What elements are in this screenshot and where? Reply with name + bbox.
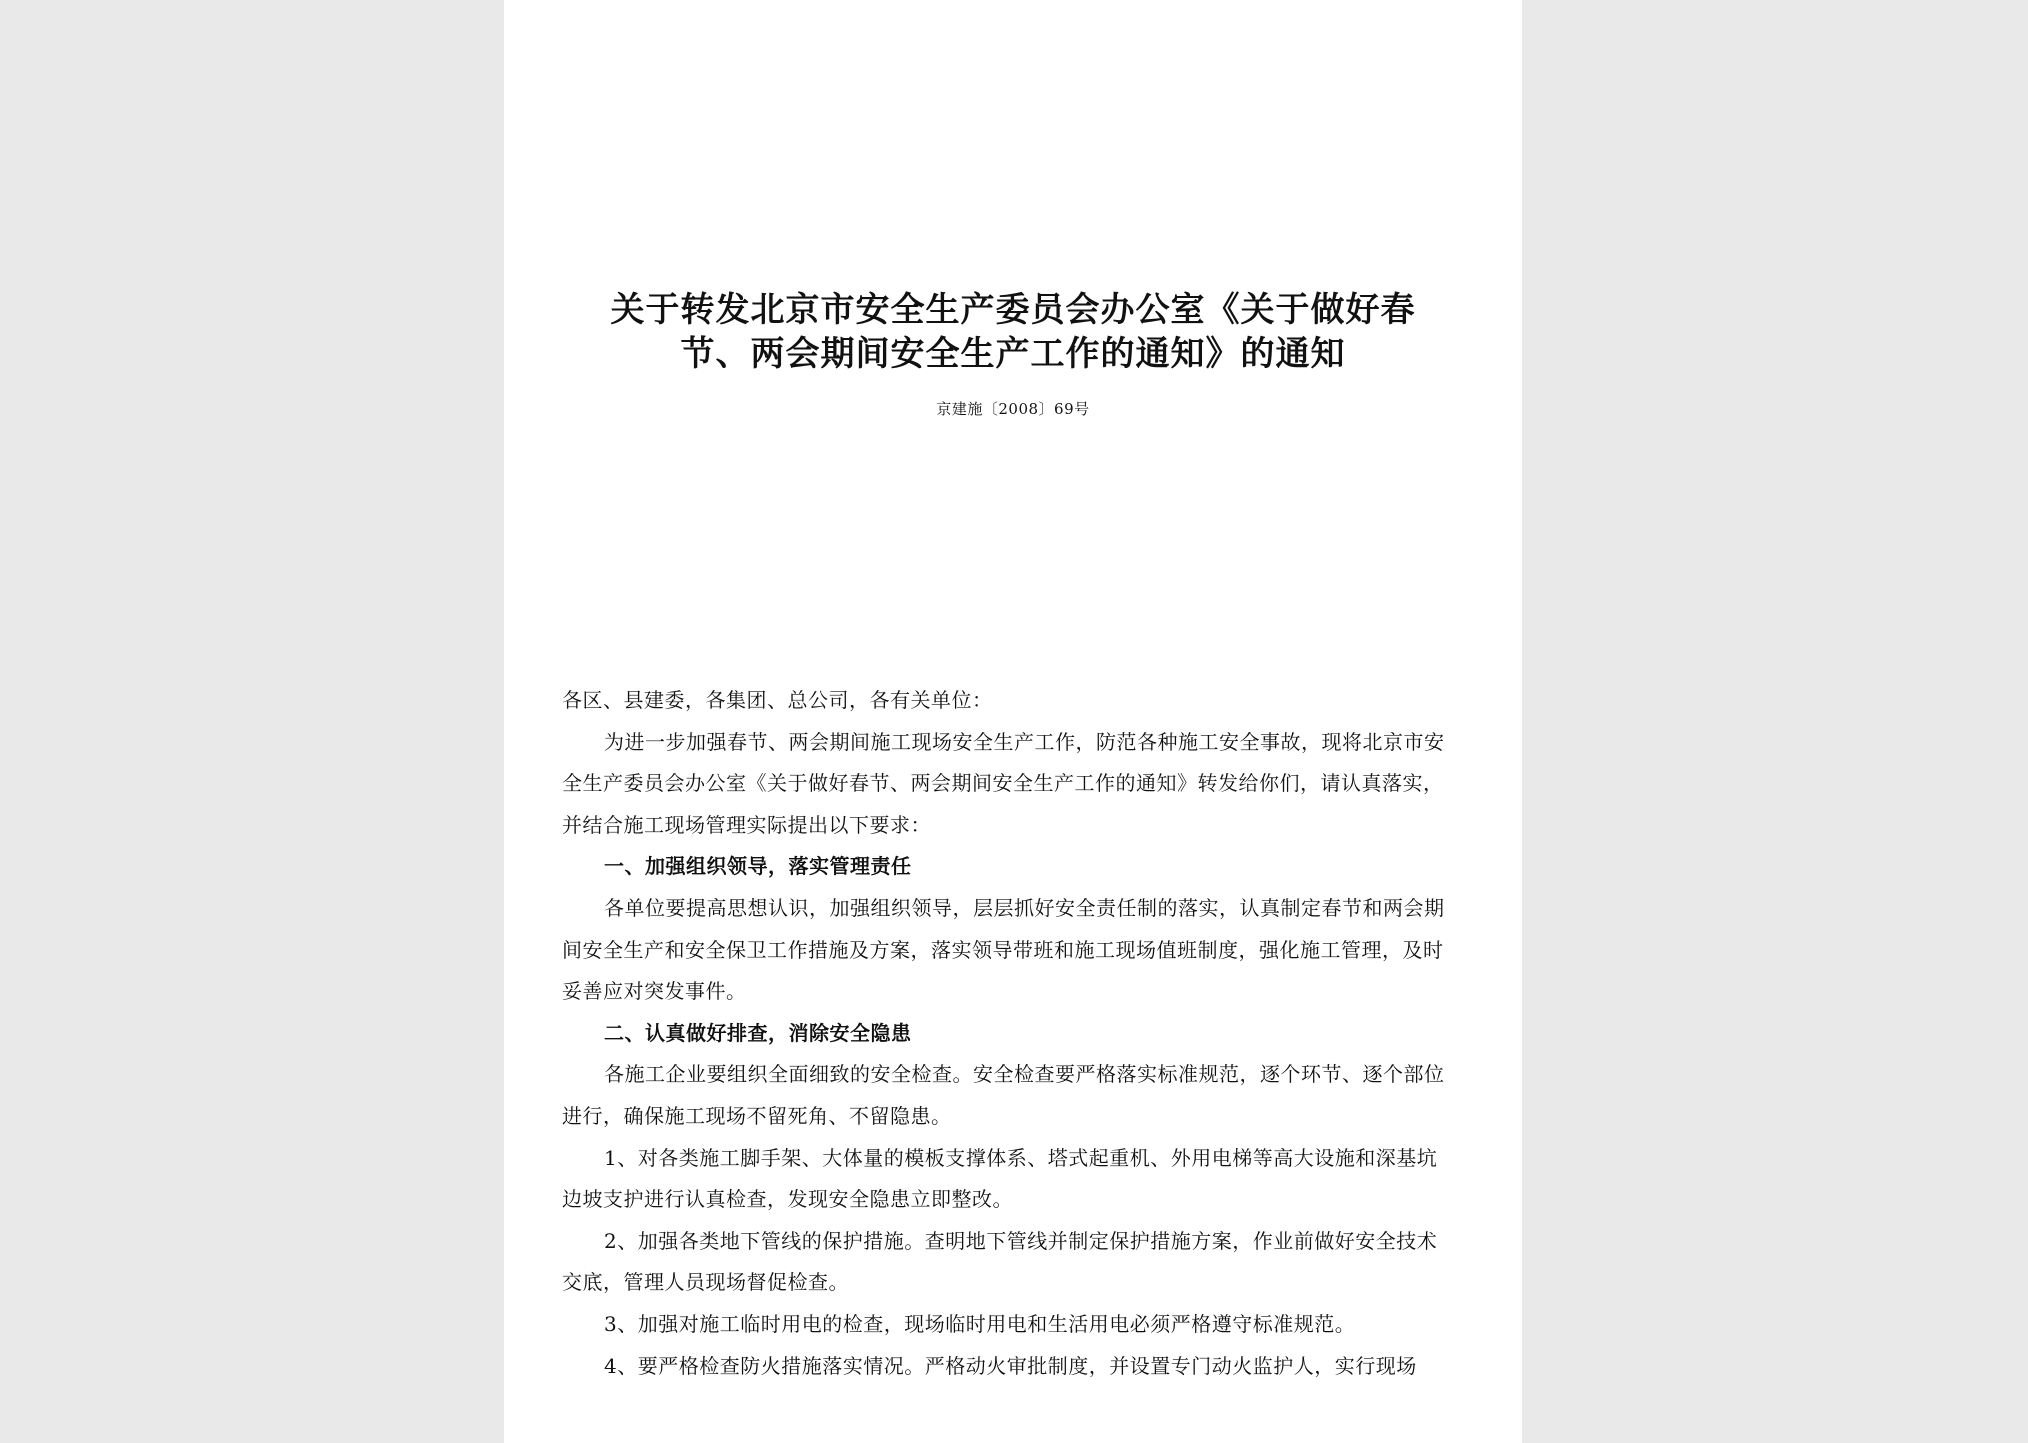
salutation: 各区、县建委，各集团、总公司，各有关单位： xyxy=(562,688,993,712)
intro-paragraph: 为进一步加强春节、两会期间施工现场安全生产工作，防范各种施工安全事故，现将北京市安全生产委员会办公室《关于做好春节、两会期间安全生产工作的通知》转发给你们，请认真落实，并结合施工现场管理实际提出以下要求： xyxy=(562,729,1445,837)
document-number: 京建施〔2008〕69号 xyxy=(936,400,1090,418)
list-item: 2、加强各类地下管线的保护措施。查明地下管线并制定保护措施方案，作业前做好安全技术交底，管理人员现场督促检查。 xyxy=(562,1228,1438,1295)
list-item: 1、对各类施工脚手架、大体量的模板支撑体系、塔式起重机、外用电梯等高大设施和深基坑边坡支护进行认真检查，发现安全隐患立即整改。 xyxy=(562,1145,1438,1212)
list-item: 3、加强对施工临时用电的检查，现场临时用电和生活用电必须严格遵守标准规范。 xyxy=(604,1311,1356,1336)
title-line-1: 关于转发北京市安全生产委员会办公室《关于做好春 xyxy=(610,290,1416,330)
list-item: 4、要严格检查防火措施落实情况。严格动火审批制度，并设置专门动火监护人，实行现场 xyxy=(604,1353,1417,1378)
section-paragraph-2: 各施工企业要组织全面细致的安全检查。安全检查要严格落实标准规范，逐个环节、逐个部位进行，确保施工现场不留死角、不留隐患。 xyxy=(562,1062,1445,1128)
document-page xyxy=(504,0,1522,1443)
section-heading-1: 一、加强组织领导，落实管理责任 xyxy=(604,854,912,879)
section-heading-2: 二、认真做好排查，消除安全隐患 xyxy=(604,1020,912,1045)
document-title xyxy=(504,288,1522,376)
title-line-2: 节、两会期间安全生产工作的通知》的通知 xyxy=(680,334,1346,374)
section-paragraph-1: 各单位要提高思想认识，加强组织领导，层层抓好安全责任制的落实，认真制定春节和两会期间安全生产和安全保卫工作措施及方案，落实领导带班和施工现场值班制度，强化施工管理，及时妥善应对突发事件。 xyxy=(562,895,1445,1004)
document-body xyxy=(562,680,1452,1387)
